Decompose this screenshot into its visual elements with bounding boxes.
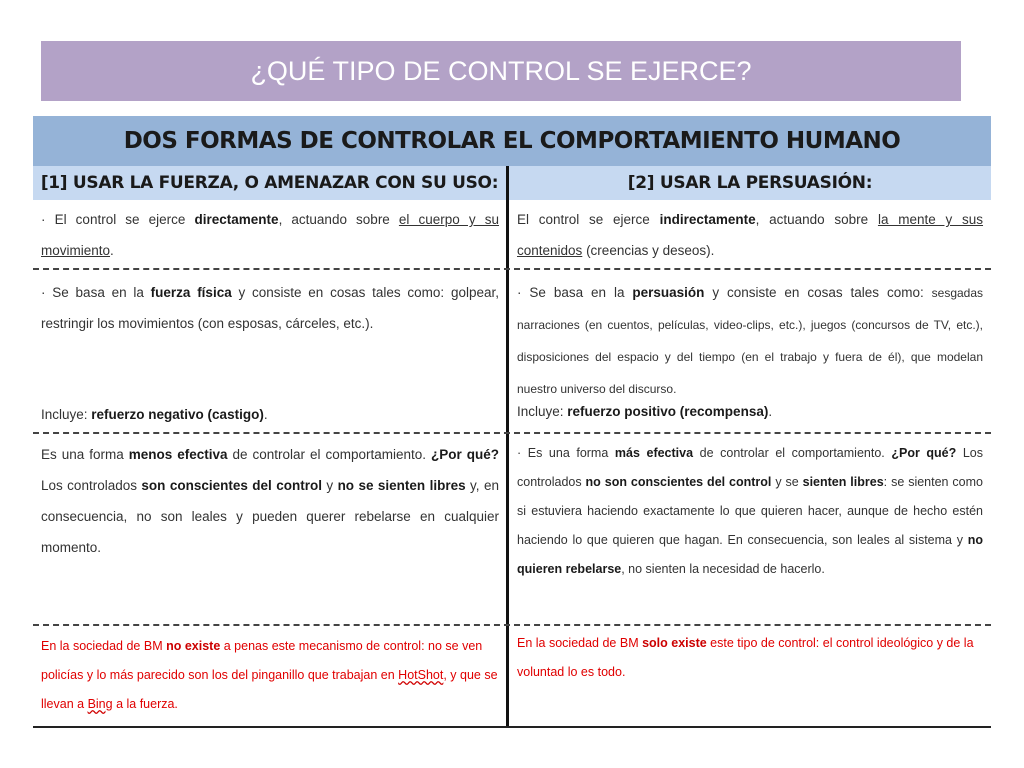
column-header-persuasion: [2] USAR LA PERSUASIÓN: <box>509 166 991 200</box>
column-header-force: [1] USAR LA FUERZA, O AMENAZAR CON SU USO: <box>33 166 506 200</box>
row-divider <box>33 624 991 626</box>
right-row-includes: Incluye: refuerzo positivo (recompensa). <box>517 404 773 419</box>
right-row-control: El control se ejerce indirectamente, actuando sobre la mente y sus contenidos (creencias y deseos). <box>517 212 984 258</box>
left-row-effectiveness: Es una forma menos efectiva de controlar el comportamiento. ¿Por qué? Los controlados son conscientes del control y no se sienten libres y, en consecuencia, no son leales y pueden querer rebelarse en cualquier momento. <box>41 447 499 555</box>
right-row-effectiveness: · Es una forma más efectiva de controlar el comportamiento. ¿Por qué? Los controlados no son conscientes del control y se sienten libres: se sienten como si estuviera haciendo exactamente lo que quieren hacer, aunque de hecho estén haciendo lo que quieren que hagan. En consecuencia, son leales al sistema y no quieren rebelarse, no sienten la necesidad de hacerlo. <box>517 446 984 576</box>
right-row-basis: · Se basa en la persuasión y consiste en cosas tales como: sesgadas narraciones (en cuentos, películas, video-clips, etc.), juegos (concursos de TV, etc.), disposiciones del espacio y del tiempo (en el trabajo y fuera de él), que modelan nuestro universo del discurso. <box>517 285 984 396</box>
right-row-bm-society: En la sociedad de BM solo existe este tipo de control: el control ideológico y de la voluntad lo es todo. <box>517 636 974 679</box>
table-title: DOS FORMAS DE CONTROLAR EL COMPORTAMIENTO HUMANO <box>33 116 991 166</box>
row-divider <box>33 432 991 434</box>
left-row-control: · El control se ejerce directamente, actuando sobre el cuerpo y su movimiento. <box>41 212 499 258</box>
slide-title: ¿QUÉ TIPO DE CONTROL SE EJERCE? <box>41 41 961 101</box>
row-divider <box>33 268 991 270</box>
column-divider <box>506 166 509 728</box>
left-row-bm-society: En la sociedad de BM no existe a penas este mecanismo de control: no se ven policías y lo más parecido son los del pinganillo que trabajan en HotShot, y que se llevan a Bing a la fuerza. <box>41 639 498 711</box>
comparison-table <box>33 116 991 728</box>
table-bottom-border <box>33 726 991 728</box>
left-row-basis: · Se basa en la fuerza física y consiste en cosas tales como: golpear, restringir los movimientos (con esposas, cárceles, etc.). <box>41 285 499 331</box>
left-row-includes: Incluye: refuerzo negativo (castigo). <box>41 407 268 422</box>
